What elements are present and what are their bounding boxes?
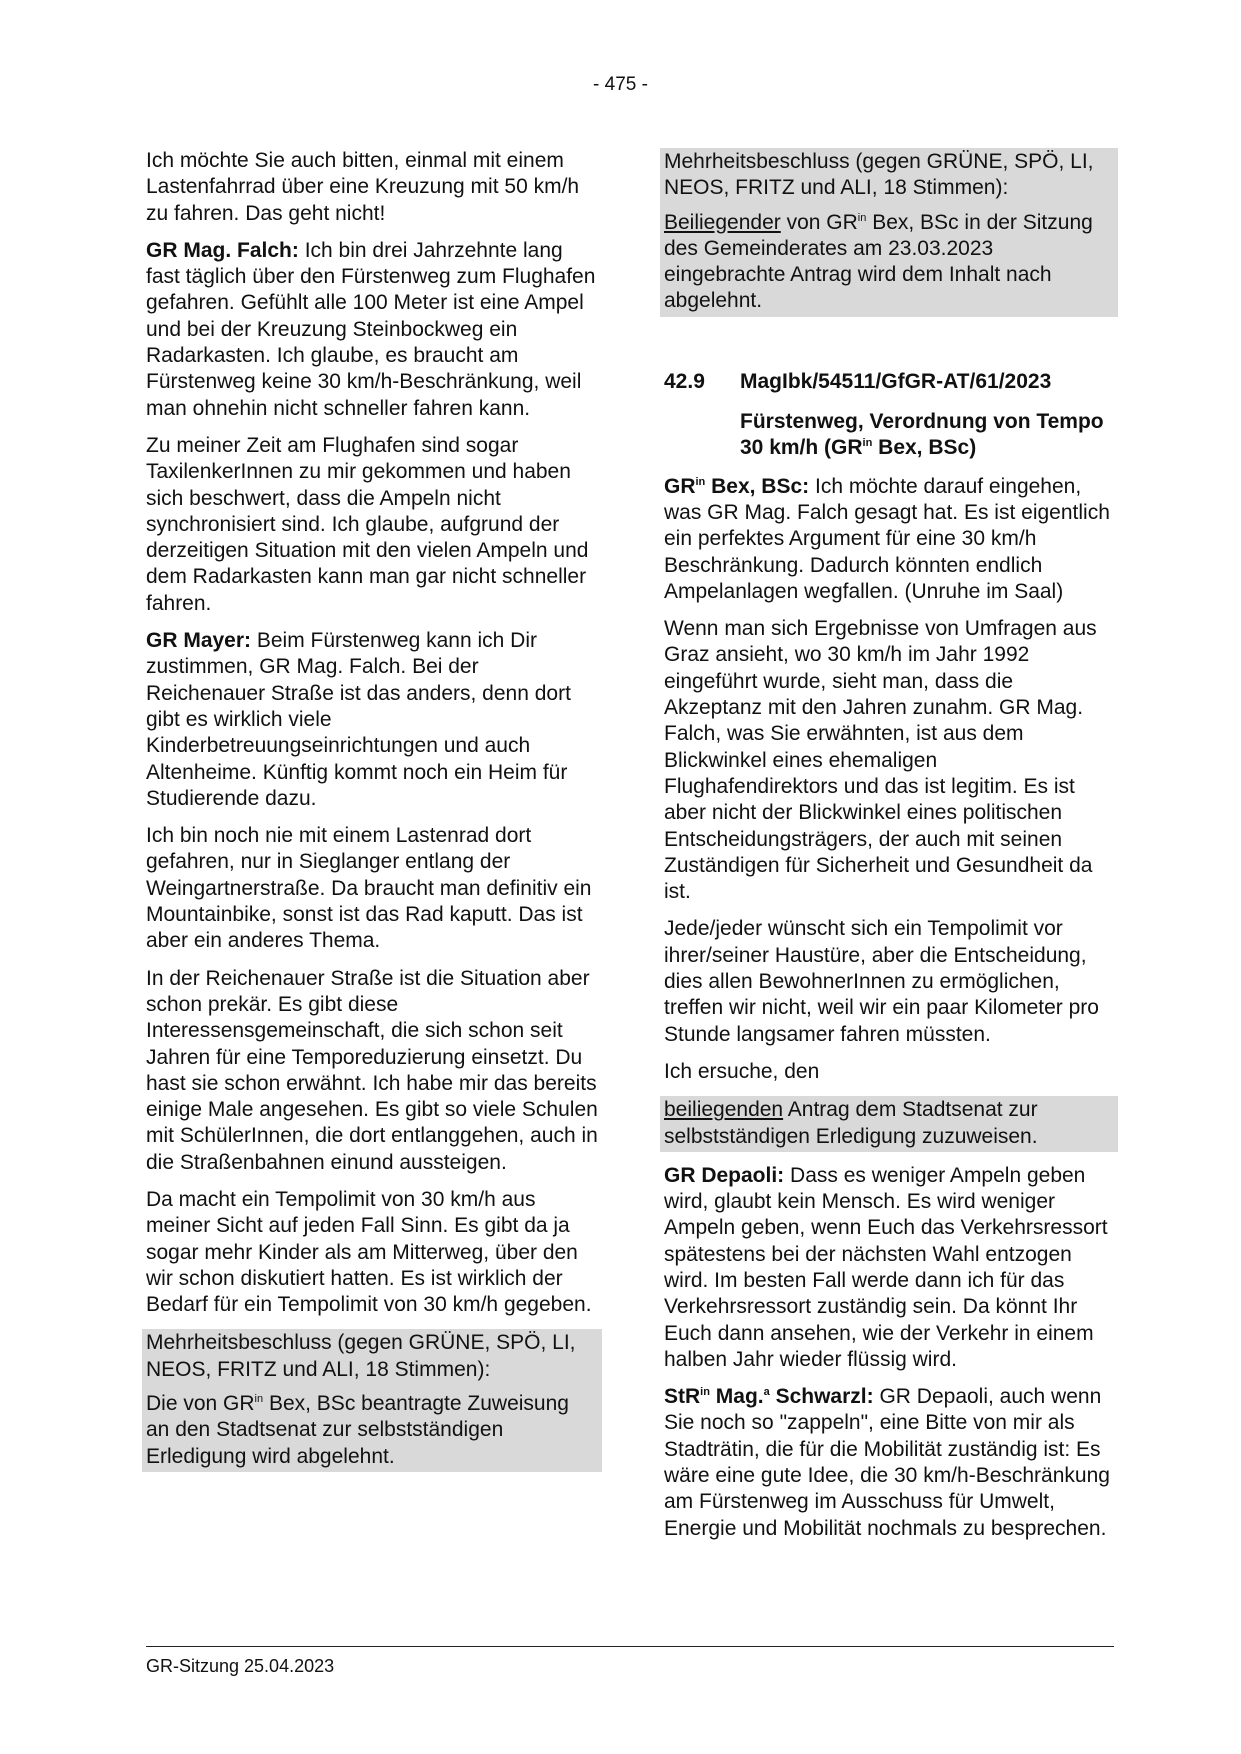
speech-text: Ich bin drei Jahrzehnte lang fast täglich über den Fürstenweg zum Flughafen gefahren. Gefühlt alle 100 Meter ist eine Ampel und bei der Kreuzung Steinbockweg ein Radarkasten. Ich glaube, es braucht am Fürstenweg keine 30 km/h-Beschränkung, weil man ohnehin nicht schneller fahren kann. xyxy=(146,238,596,420)
underlined-word: beiliegenden xyxy=(664,1098,784,1122)
resolution-text xyxy=(146,1391,598,1470)
resolution-vote: Mehrheitsbeschluss (gegen GRÜNE, SPÖ, LI, NEOS, FRITZ und ALI, 18 Stimmen): xyxy=(664,150,1094,200)
motion-text xyxy=(664,1097,1114,1150)
speaker-name: GR Depaoli: xyxy=(664,1163,785,1187)
speech-mayer xyxy=(146,628,598,812)
superscript: in xyxy=(695,475,706,488)
resolution-box xyxy=(660,148,1118,317)
paragraph: Da macht ein Tempolimit von 30 km/h aus meiner Sicht auf jeden Fall Sinn. Es gibt da ja sogar mehr Kinder als am Mitterweg, über den wir schon diskutiert hatten. Es ist wirklich der Bedarf für ein Tempolimit von 30 km/h gegeben. xyxy=(146,1187,592,1317)
superscript: in xyxy=(862,437,873,450)
paragraph: Ich bin noch nie mit einem Lastenrad dort gefahren, nur in Sieglanger entlang der Weingartnerstraße. Da braucht man definitiv ein Mountainbike, sonst ist das Rad kaputt. Das ist aber ein anderes Thema. xyxy=(146,824,592,953)
speaker-name xyxy=(664,1385,874,1408)
agenda-code: MagIbk/54511/GfGR-AT/61/2023 xyxy=(740,369,1052,393)
resolution-box xyxy=(142,1329,602,1471)
motion-box xyxy=(660,1096,1118,1152)
right-column xyxy=(664,148,1114,1553)
text-part: Mag. xyxy=(709,1385,764,1409)
footer-text: GR-Sitzung 25.04.2023 xyxy=(146,1656,335,1676)
agenda-title xyxy=(740,409,1114,462)
resolution-text xyxy=(664,210,1114,315)
footer-divider xyxy=(146,1646,1114,1647)
speech-text: Beim Fürstenweg kann ich Dir zustimmen, GR Mag. Falch. Bei der Reichenauer Straße ist das anders, denn dort gibt es wirklich viele Kinderbetreuungseinrichtungen und auch Altenheime. Künftig kommt noch ein Heim für Studierende dazu. xyxy=(146,629,571,810)
superscript: in xyxy=(857,211,867,224)
speaker-name xyxy=(664,475,809,498)
text-part: von GR xyxy=(780,210,858,234)
paragraph: Ich möchte Sie auch bitten, einmal mit einem Lastenfahrrad über eine Kreuzung mit 50 km/h zu fahren. Das geht nicht! xyxy=(146,149,580,225)
speech-schwarzl xyxy=(664,1384,1114,1542)
speech-text: Dass es weniger Ampeln geben wird, glaubt kein Mensch. Es wird weniger Ampeln geben, wenn Euch das Verkehrsressort spätestens bei der nächsten Wahl entzogen wird. Im besten Fall werde dann ich für das Verkehrsressort zuständig sein. Da könnt Ihr Euch dann ansehen, wie der Verkehr in einem halben Jahr wieder flüssig wird. xyxy=(664,1163,1108,1371)
paragraph: Ich ersuche, den xyxy=(664,1059,820,1083)
superscript: in xyxy=(254,1393,264,1406)
paragraph: Wenn man sich Ergebnisse von Umfragen aus Graz ansieht, wo 30 km/h im Jahr 1992 eingeführt wurde, sieht man, dass die Akzeptanz mit den Jahren zunahm. GR Mag. Falch, was Sie erwähnten, ist aus dem Blickwinkel eines ehemaligen Flughafendirektors und das ist legitim. Es ist aber nicht der Blickwinkel eines politischen Entscheidungsträgers, der auch mit seinen Zuständigen für Sicherheit und Gesundheit da ist. xyxy=(664,617,1097,904)
speaker-name: GR Mayer: xyxy=(146,629,252,653)
paragraph: Jede/jeder wünscht sich ein Tempolimit vor ihrer/seiner Haustüre, aber die Entscheidung, dies allen BewohnerInnen zu ermöglichen, treffen wir nicht, weil wir ein paar Kilometer pro Stunde langsamer fahren müssten. xyxy=(664,917,1099,1046)
text-part: Bex, BSc: xyxy=(705,474,810,498)
text-part: Fürstenweg, Verordnung von Tempo 30 km/h (GR xyxy=(740,410,1104,460)
agenda-number: 42.9 xyxy=(664,369,705,393)
resolution-vote: Mehrheitsbeschluss (gegen GRÜNE, SPÖ, LI, NEOS, FRITZ und ALI, 18 Stimmen): xyxy=(146,1331,576,1381)
text-part: Antrag dem Stadtsenat zur selbstständigen Erledigung zuzuweisen. xyxy=(664,1098,1038,1148)
paragraph: In der Reichenauer Straße ist die Situation aber schon prekär. Es gibt diese Interessensgemeinschaft, die sich schon seit Jahren für eine Temporeduzierung einsetzt. Du hast sie schon erwähnt. Ich habe mir das bereits einige Male angesehen. Es gibt so viele Schulen mit SchülerInnen, die dort entlanggehen, auch in die Straßenbahnen einund aussteigen. xyxy=(146,966,598,1174)
agenda-heading xyxy=(664,369,1114,462)
speech-falch xyxy=(146,238,598,422)
speech-bex xyxy=(664,474,1114,605)
paragraph: Zu meiner Zeit am Flughafen sind sogar TaxilenkerInnen zu mir gekommen und haben sich beschwert, dass die Ampeln nicht synchronisiert sind. Ich glaube, aufgrund der derzeitigen Situation mit den vielen Ampeln und dem Radarkasten kann man gar nicht schneller fahren. xyxy=(146,433,589,615)
text-part: Schwarzl: xyxy=(769,1385,874,1409)
speech-text: Ich möchte darauf eingehen, was GR Mag. Falch gesagt hat. Es ist eigentlich ein perfektes Argument für eine 30 km/h Beschränkung. Dadurch könnten endlich Ampelanlagen wegfallen. (Unruhe im Saal) xyxy=(664,474,1110,603)
text-part: GR xyxy=(664,474,696,498)
underlined-word: Beiliegender xyxy=(664,210,781,234)
text-part: Bex, BSc beantragte Zuweisung an den Stadtsenat zur selbstständigen Erledigung wird abgelehnt. xyxy=(146,1392,569,1468)
superscript: a xyxy=(763,1386,770,1399)
text-part: StR xyxy=(664,1385,701,1409)
speech-text: GR Depaoli, auch wenn Sie noch so "zappeln", eine Bitte von mir als Stadträtin, die für die Mobilität zuständig ist: Es wäre eine gute Idee, die 30 km/h-Beschränkung am Fürstenweg im Ausschuss für Umwelt, Energie und Mobilität nochmals zu besprechen. xyxy=(664,1385,1110,1540)
left-column xyxy=(146,148,598,1472)
page-number: - 475 - xyxy=(593,74,648,95)
speech-depaoli xyxy=(664,1163,1114,1373)
agenda-heading-line xyxy=(664,369,1114,395)
text-part: Die von GR xyxy=(146,1392,255,1416)
text-part: Bex, BSc in der Sitzung des Gemeinderates am 23.03.2023 eingebrachte Antrag wird dem Inhalt nach abgelehnt. xyxy=(664,210,1093,313)
speaker-name: GR Mag. Falch: xyxy=(146,238,299,262)
text-part: Bex, BSc) xyxy=(872,436,977,460)
superscript: in xyxy=(700,1386,710,1399)
